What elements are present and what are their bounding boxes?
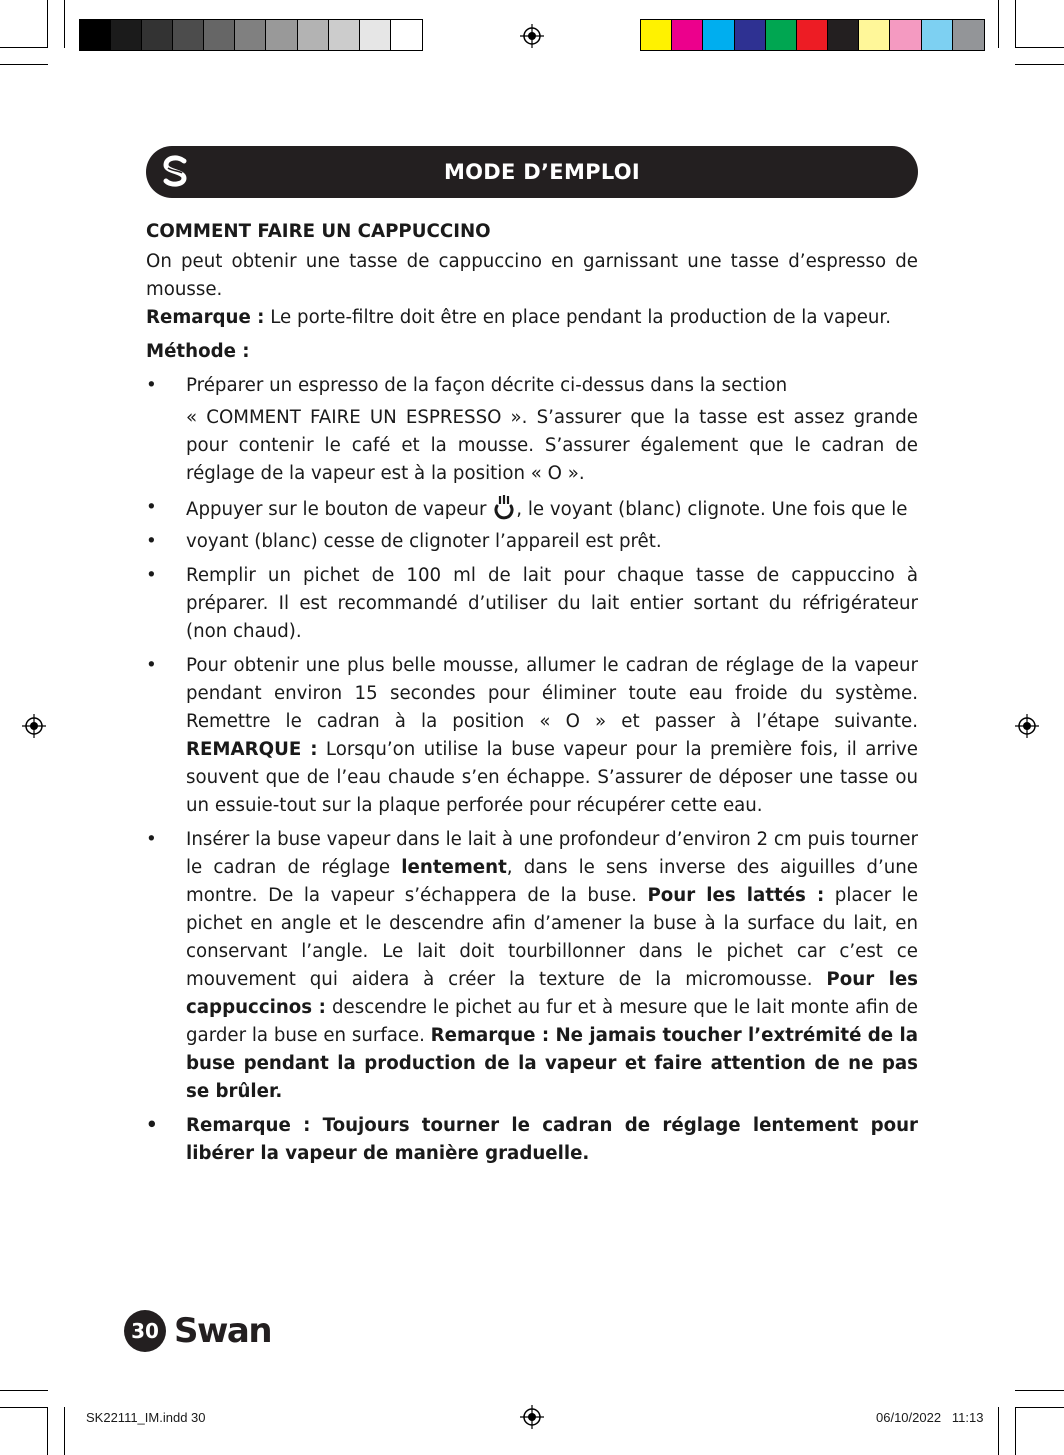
crop-mark bbox=[1015, 1407, 1016, 1455]
crop-mark bbox=[0, 1390, 48, 1391]
date-time-slug: 06/10/2022 11:13 bbox=[876, 1410, 984, 1425]
color-swatch bbox=[922, 20, 953, 50]
color-swatch bbox=[735, 20, 766, 50]
bullet-marker: • bbox=[146, 829, 157, 850]
registration-mark-icon bbox=[1015, 714, 1039, 738]
list-item bbox=[146, 826, 918, 1106]
process-color-bar bbox=[640, 19, 985, 51]
bullet-text: Insérer la buse vapeur dans le lait à une profondeur d’environ 2 cm puis tourner le cadran de réglage bbox=[186, 829, 918, 878]
registration-mark-icon bbox=[520, 24, 544, 48]
bullet-marker: • bbox=[146, 1115, 158, 1136]
note-paragraph bbox=[146, 304, 918, 332]
crop-mark bbox=[1015, 64, 1064, 65]
color-swatch bbox=[298, 20, 329, 50]
list-item bbox=[146, 494, 918, 524]
bullet-marker: • bbox=[146, 655, 157, 676]
page-number-badge bbox=[124, 1310, 166, 1352]
list-item bbox=[146, 528, 918, 556]
bullet-bold-text: Pour les cappuccinos : bbox=[186, 969, 918, 1018]
bullet-text: descendre le pichet au fur et à mesure que le lait monte afin de garder la buse en surface. bbox=[186, 997, 918, 1046]
crop-mark bbox=[47, 0, 48, 48]
color-swatch bbox=[173, 20, 204, 50]
bullet-text: , dans le sens inverse des aiguilles d’une montre. De la vapeur s’échappera de la buse. bbox=[186, 857, 918, 906]
page-number: 30 bbox=[131, 1319, 159, 1343]
bullet-marker: • bbox=[146, 375, 157, 396]
bullet-text: Appuyer sur le bouton de vapeur bbox=[186, 499, 493, 520]
crop-mark bbox=[47, 1407, 48, 1455]
page-title: MODE D’EMPLOI bbox=[443, 160, 641, 184]
grayscale-color-bar bbox=[79, 19, 423, 51]
bullet-bold-text: lentement bbox=[401, 857, 507, 878]
list-item bbox=[146, 1112, 918, 1168]
note-text: Le porte-filtre doit être en place pendant la production de la vapeur. bbox=[264, 307, 892, 328]
crop-mark bbox=[0, 1407, 48, 1408]
color-swatch bbox=[797, 20, 828, 50]
crop-mark bbox=[1015, 47, 1064, 48]
color-swatch bbox=[828, 20, 859, 50]
brand-logo bbox=[174, 1308, 271, 1354]
color-swatch bbox=[80, 20, 111, 50]
crop-mark bbox=[0, 47, 48, 48]
bullet-text: « COMMENT FAIRE UN ESPRESSO ». S’assurer que la tasse est assez grande pour contenir le café et la mousse. S’assurer également que le cadran de réglage de la vapeur est à la position « O ». bbox=[186, 407, 918, 484]
color-swatch bbox=[641, 20, 672, 50]
bullet-bold-text: Pour les lattés : bbox=[647, 885, 825, 906]
color-swatch bbox=[111, 20, 142, 50]
crop-mark bbox=[1015, 1407, 1064, 1408]
bullet-bold-text: Remarque : Ne jamais toucher l’extrémité de la buse pendant la production de la vapeur et faire attention de ne pas se brûler. bbox=[186, 1025, 918, 1102]
instructions-content bbox=[146, 218, 918, 1168]
bullet-text: voyant (blanc) cesse de clignoter l’appareil est prêt. bbox=[186, 531, 662, 552]
list-item bbox=[146, 562, 918, 646]
crop-mark bbox=[998, 1407, 999, 1455]
note-label: Remarque : bbox=[146, 307, 265, 328]
bullet-text: Lorsqu’on utilise la buse vapeur pour la première fois, il arrive souvent que de l’eau chaude s’en échappe. S’assurer de déposer une tasse ou un essuie-tout sur la plaque perforée pour récupérer cette eau. bbox=[186, 739, 918, 816]
steam-button-icon bbox=[492, 494, 516, 520]
color-swatch bbox=[391, 20, 422, 50]
crop-mark bbox=[1015, 0, 1016, 48]
crop-mark bbox=[64, 1407, 65, 1455]
list-item bbox=[146, 372, 918, 488]
bullet-text: Préparer un espresso de la façon décrite ci-dessus dans la section bbox=[186, 375, 788, 396]
section-heading: COMMENT FAIRE UN CAPPUCCINO bbox=[146, 221, 491, 242]
color-swatch bbox=[703, 20, 734, 50]
registration-mark-icon bbox=[22, 714, 46, 738]
crop-mark bbox=[0, 64, 48, 65]
color-swatch bbox=[266, 20, 297, 50]
bullet-marker: • bbox=[146, 565, 157, 586]
color-swatch bbox=[235, 20, 266, 50]
color-swatch bbox=[204, 20, 235, 50]
bullet-marker: • bbox=[146, 497, 157, 518]
registration-mark-icon bbox=[520, 1405, 544, 1429]
method-label: Méthode : bbox=[146, 341, 250, 362]
file-name-slug: SK22111_IM.indd 30 bbox=[86, 1410, 206, 1425]
bullet-text: Pour obtenir une plus belle mousse, allumer le cadran de réglage de la vapeur pendant environ 15 secondes pour éliminer toute eau froide du système. Remettre le cadran à la position « O » et passer à l’étape suivante. bbox=[186, 655, 918, 732]
crop-mark bbox=[998, 0, 999, 48]
color-swatch bbox=[766, 20, 797, 50]
crop-mark bbox=[1015, 1390, 1064, 1391]
bullet-bold-text: REMARQUE : bbox=[186, 739, 318, 760]
color-swatch bbox=[672, 20, 703, 50]
bullet-bold-text: Remarque : Toujours tourner le cadran de réglage lentement pour libérer la vapeur de manière graduelle. bbox=[186, 1115, 918, 1164]
list-item bbox=[146, 652, 918, 820]
color-swatch bbox=[890, 20, 921, 50]
crop-mark bbox=[64, 0, 65, 48]
color-swatch bbox=[953, 20, 984, 50]
bullet-text: , le voyant (blanc) clignote. Une fois que le bbox=[516, 499, 908, 520]
color-swatch bbox=[142, 20, 173, 50]
section-header-banner bbox=[146, 146, 918, 198]
color-swatch bbox=[360, 20, 391, 50]
bullet-marker: • bbox=[146, 531, 157, 552]
color-swatch bbox=[329, 20, 360, 50]
bullet-text: placer le pichet en angle et le descendre afin d’amener la buse à la surface du lait, en conservant l’angle. Le lait doit tourbillonner dans le pichet car c’est ce mouvement qui aidera à créer la texture de la micromousse. bbox=[186, 885, 919, 990]
intro-paragraph: On peut obtenir une tasse de cappuccino en garnissant une tasse d’espresso de mousse. bbox=[146, 251, 918, 300]
brand-name: Swan bbox=[174, 1311, 272, 1351]
bullet-text: Remplir un pichet de 100 ml de lait pour chaque tasse de cappuccino à préparer. Il est recommandé d’utiliser du lait entier sortant du réfrigérateur (non chaud). bbox=[186, 565, 918, 642]
color-swatch bbox=[859, 20, 890, 50]
